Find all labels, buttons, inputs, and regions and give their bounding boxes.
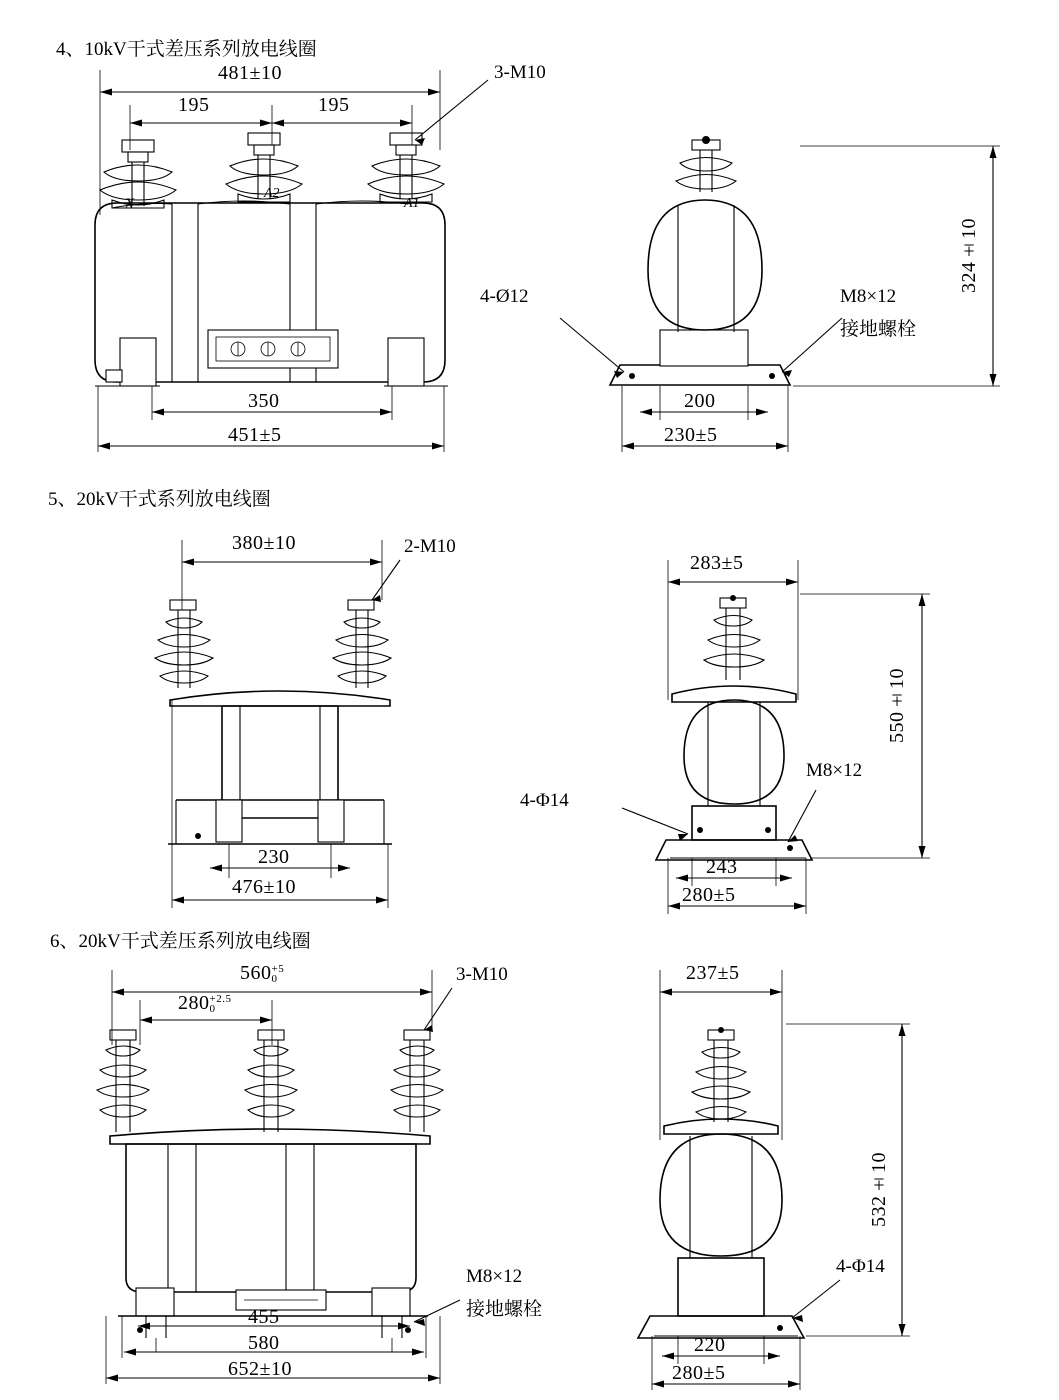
dim-s6-front-top-value: 560 bbox=[240, 962, 272, 984]
dim-s5-front-bottom1: 230 bbox=[258, 846, 290, 868]
callout-s4-ground-bolt: M8×12 bbox=[840, 286, 897, 307]
dim-s4-front-bottom1: 350 bbox=[248, 390, 280, 412]
dim-s6-front-second bbox=[178, 992, 231, 1015]
dim-s4-front-top: 481±10 bbox=[218, 62, 282, 84]
dim-s6-front-second-upper: +2.5 bbox=[209, 993, 232, 1006]
dim-s6-front-top-lower: 0 bbox=[271, 973, 278, 986]
terminal-label-x: X bbox=[125, 196, 135, 212]
terminal-label-a2: A2 bbox=[264, 186, 280, 201]
dim-s6-front-top bbox=[240, 962, 284, 985]
dim-s6-front-bottom2: 580 bbox=[248, 1332, 280, 1354]
dim-s6-side-base2: 280±5 bbox=[672, 1362, 726, 1384]
dim-s4-front-right: 195 bbox=[318, 94, 350, 116]
dim-s4-front-left: 195 bbox=[178, 94, 210, 116]
callout-s6-ground-bolt: M8×12 bbox=[466, 1266, 523, 1287]
dim-s4-side-height: 324±10 bbox=[958, 218, 980, 293]
section-title-6: 6、20kV干式差压系列放电线圈 bbox=[50, 931, 311, 952]
dim-s5-side-height: 550±10 bbox=[886, 668, 908, 743]
section-title-5: 5、20kV干式系列放电线圈 bbox=[48, 489, 271, 510]
callout-s5-holes: 4-Φ14 bbox=[520, 790, 569, 811]
callout-s4-bolt: 3-M10 bbox=[494, 62, 546, 83]
dim-s6-side-top: 237±5 bbox=[686, 962, 740, 984]
callout-s6-ground-bolt-cn: 接地螺栓 bbox=[466, 1299, 543, 1320]
dim-s6-front-bottom3: 652±10 bbox=[228, 1358, 292, 1380]
dim-s4-side-base1: 200 bbox=[684, 390, 716, 412]
dim-s6-front-second-lower: 0 bbox=[209, 1003, 216, 1016]
dim-s4-front-bottom2: 451±5 bbox=[228, 424, 282, 446]
callout-s5-bolt: 2-M10 bbox=[404, 536, 456, 557]
terminal-label-a1: A1 bbox=[404, 196, 420, 211]
dim-s5-side-base1: 243 bbox=[706, 856, 738, 878]
dim-s4-side-base2: 230±5 bbox=[664, 424, 718, 446]
callout-s6-holes: 4-Φ14 bbox=[836, 1256, 885, 1277]
dim-s6-side-base1: 220 bbox=[694, 1334, 726, 1356]
dim-s6-front-second-value: 280 bbox=[178, 992, 210, 1014]
dim-s5-front-bottom2: 476±10 bbox=[232, 876, 296, 898]
dim-s5-side-base2: 280±5 bbox=[682, 884, 736, 906]
dim-s5-front-top: 380±10 bbox=[232, 532, 296, 554]
section-title-4: 4、10kV干式差压系列放电线圈 bbox=[56, 39, 317, 60]
dim-s6-front-top-upper: +5 bbox=[271, 963, 285, 976]
dim-s6-side-height: 532±10 bbox=[868, 1152, 890, 1227]
dim-s6-front-bottom1: 455 bbox=[248, 1306, 280, 1328]
callout-s5-ground-bolt: M8×12 bbox=[806, 760, 863, 781]
callout-s4-ground-bolt-cn: 接地螺栓 bbox=[840, 319, 917, 340]
callout-s6-bolt: 3-M10 bbox=[456, 964, 508, 985]
dim-s5-side-top: 283±5 bbox=[690, 552, 744, 574]
callout-s4-holes: 4-Ø12 bbox=[480, 286, 529, 307]
